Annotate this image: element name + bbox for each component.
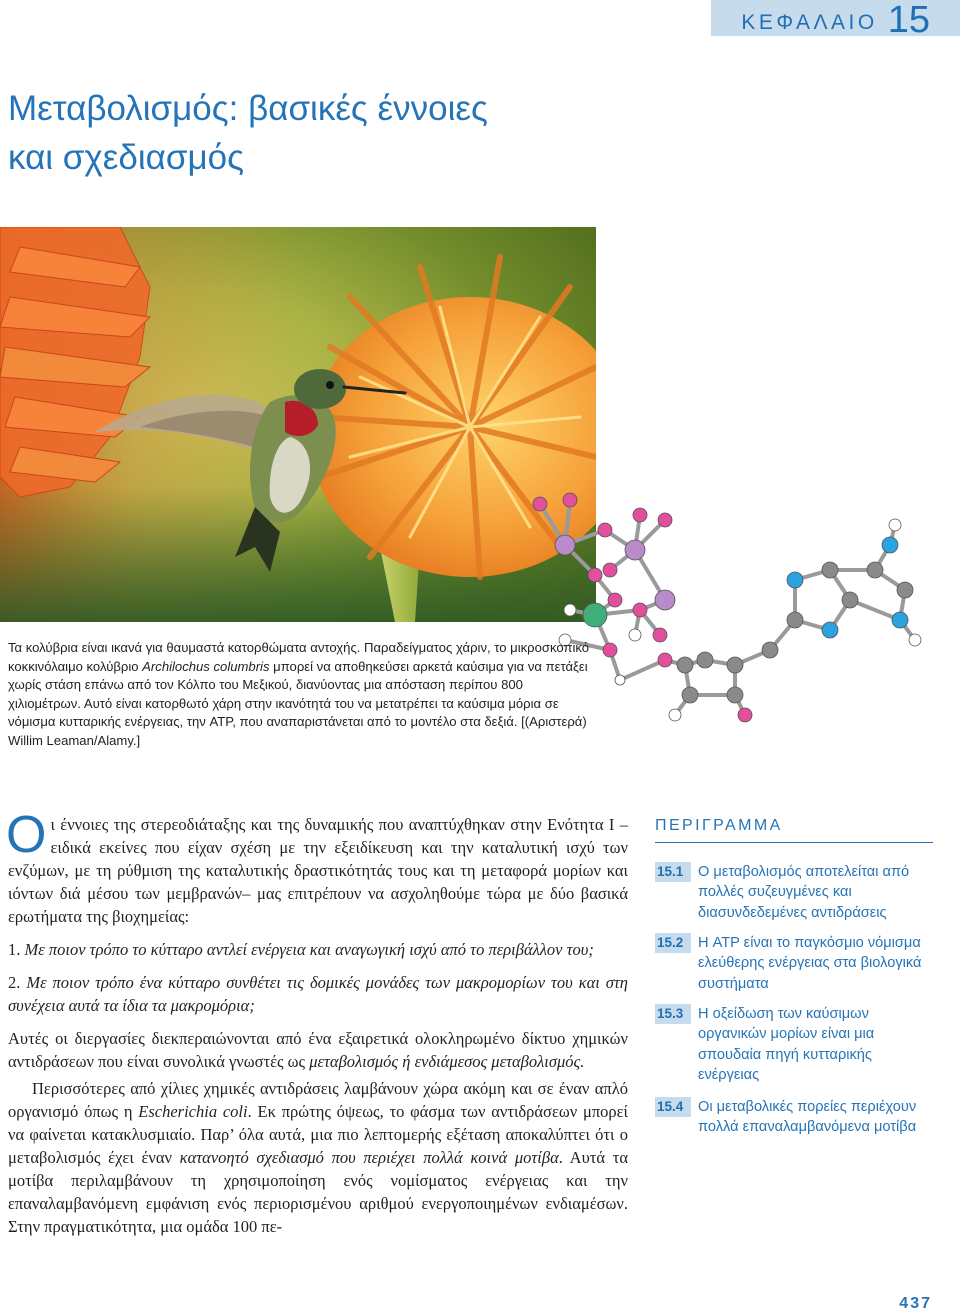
outline-item-number: 15.4: [655, 1097, 691, 1117]
caption-species: Archilochus columbris: [142, 658, 270, 674]
outline-item-text: Η οξείδωση των καύσιμων οργανικών μορίων είναι μια σπουδαία πηγή κυτταρικής ενέργειας: [698, 1006, 875, 1084]
outline-item-15-4[interactable]: [655, 1097, 933, 1138]
question-2-number: 2.: [8, 973, 21, 992]
caption-text-2: μπορεί να αποθηκεύσει αρκετά καύσιμα για να πετάξει χωρίς στάση επάνω από τον Κόλπο του Μεξικού, διανύοντας μια απόσταση περίπου 800 χιλιομέτρων. Αυτό είναι κατορθωτό χάρη στην ικανότητά του να μετατρέπει τα καύσιμα μόρια σε νόμισμα κυτταρικής ενέργειας, την ATP, που αναπαριστάνεται από το μοντέλο στα δεξιά. [(Αριστερά) Willim Leaman/Alamy.]: [8, 658, 588, 748]
body-text: [6, 806, 628, 1238]
hummingbird-photo: [0, 227, 596, 622]
paragraph-3-a: Περισσότερες από χίλιες χημικές αντιδράσεις λαμβάνουν χώρα ακόμη και σε έναν απλό οργανισμό όπως η: [8, 1079, 628, 1121]
caption-text-1: Τα κολύβρια είναι ικανά για θαυμαστά κατορθώματα αντοχής. Παραδείγματος χάριν, το μικροσκοπικό κοκκινόλαιμο κολύβριο: [8, 640, 590, 674]
design-motifs-term: κατανοητό σχεδιασμό που περιέχει πολλά κοινά μοτίβα: [179, 1148, 559, 1167]
question-2-text: Με ποιον τρόπο ένα κύτταρο συνθέτει τις δομικές μονάδες των μακρομορίων του και στη συνέχεια αυτά τα ίδια τα μακρομόρια;: [8, 973, 628, 1015]
paragraph-3-c: . Αυτά τα μοτίβα περιλαμβάνουν τη χρησιμοποίηση ενός νομίσματος ενέργειας και την επαναλαμβανόμενη εμφάνιση ενός περιορισμένου αριθμού ενεργοποιημένων ενδιαμέσων. Στην πραγματικότητα, μια ομάδα 100 πε-: [8, 1148, 628, 1236]
question-1-number: 1.: [8, 940, 21, 959]
outline-item-15-1[interactable]: [655, 862, 933, 923]
intermediary-metabolism-term: ενδιάμεσος μεταβολισμός.: [414, 1052, 585, 1071]
chapter-title: [8, 84, 708, 182]
outline-item-15-2[interactable]: [655, 933, 933, 994]
paragraph-3-b: . Εκ πρώτης όψεως, το φάσμα των αντιδράσεων μπορεί να φαίνεται κατακλυσμιαίο. Παρ’ όλα αυτά, μια πιο λεπτομερής εξέταση αποκαλύπτει ότι ο μεταβολισμός έχει έναν: [8, 1102, 628, 1167]
question-1-text: Με ποιον τρόπο το κύτταρο αντλεί ενέργεια και αναγωγική ισχύ από το περιβάλλον του;: [24, 940, 594, 959]
outline-item-15-3[interactable]: [655, 1004, 933, 1086]
paragraph-2-a: Αυτές οι διεργασίες διεκπεραιώνονται από ένα εξαιρετικά ολοκληρωμένο δίκτυο χημικών αντιδράσεων που είναι συνολικά γνωστές ως: [8, 1029, 628, 1071]
chapter-number: 15: [887, 0, 930, 41]
ecoli-term: Escherichia coli: [138, 1102, 248, 1121]
chapter-title-line-1: Μεταβολισμός: βασικές έννοιες: [8, 89, 488, 128]
outline-item-text: Ο μεταβολισμός αποτελείται από πολλές συζευγμένες και διασυνδεδεμένες αντιδράσεις: [698, 864, 910, 921]
outline-item-text: Οι μεταβολικές πορείες περιέχουν πολλά επαναλαμβανόμενα μοτίβα: [698, 1099, 917, 1136]
chapter-label-text: ΚΕΦΑΛΑΙΟ: [741, 11, 878, 34]
outline-item-text: Η ATP είναι το παγκόσμιο νόμισμα ελεύθερης ενέργειας στα βιολογικά συστήματα: [698, 935, 922, 992]
intro-paragraph: [6, 806, 628, 928]
chapter-label: [741, 0, 930, 41]
drop-cap: Ο: [6, 806, 47, 864]
intro-text: ι έννοιες της στερεοδιάταξης και της δυναμικής που αναπτύχθηκαν στην Ενότητα Ι –ειδικά εκείνες που είχαν σχέση με την εξειδίκευση και την καταλυτική ισχύ των ενζύμων, με τη ρύθμιση της καταλυτικής δραστικότητάς τους και τη μεταφορά μορίων και ιόντων διά μέσου των μεμβρανών– μας επιτρέπουν να ασχοληθούμε τώρα με δύο βασικά ερωτήματα της βιοχημείας:: [8, 815, 628, 926]
outline-heading: ΠΕΡΙΓΡΑΜΜΑ: [655, 817, 783, 834]
paragraph-2-b: ή: [398, 1052, 415, 1071]
outline-item-number: 15.3: [655, 1004, 691, 1024]
outline-item-number: 15.1: [655, 862, 691, 882]
metabolism-term: μεταβολισμός: [309, 1052, 399, 1071]
question-2: [8, 971, 628, 1017]
outline-item-number: 15.2: [655, 933, 691, 953]
chapter-title-line-2: και σχεδιασμός: [8, 138, 244, 177]
question-1: [8, 938, 628, 961]
paragraph-2: [8, 1027, 628, 1073]
outline-rule: [655, 842, 933, 843]
figure-caption: [8, 639, 598, 751]
paragraph-3: [8, 1077, 628, 1238]
page-number: 437: [899, 1295, 932, 1312]
